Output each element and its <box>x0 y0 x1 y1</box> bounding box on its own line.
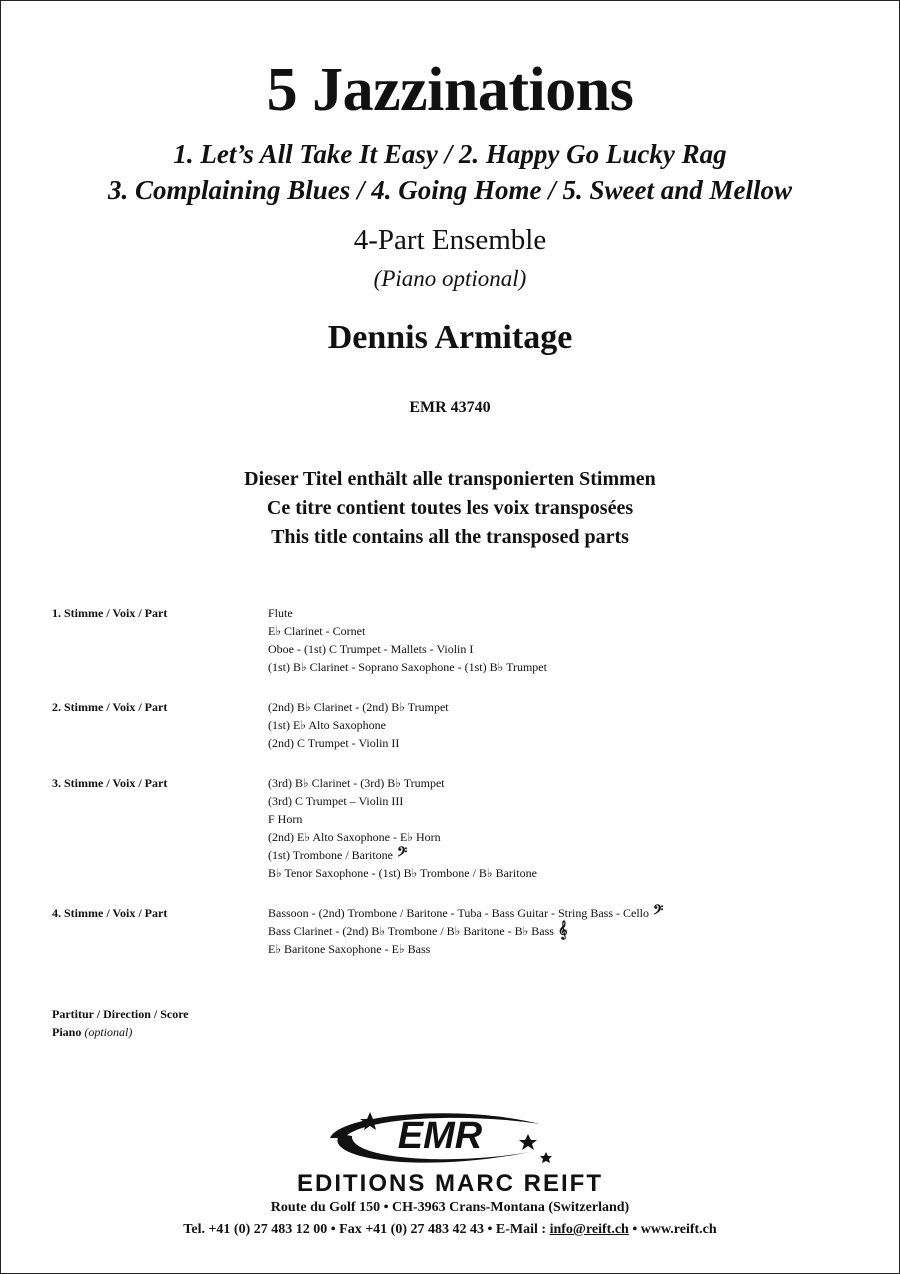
part-3-instrument: B♭ Tenor Saxophone - (1st) B♭ Trombone / B♭ Baritone <box>268 866 537 880</box>
part-3-instrument: F Horn <box>268 812 303 826</box>
composer-name: Dennis Armitage <box>327 319 573 356</box>
part-1-instrument: E♭ Clarinet - Cornet <box>268 624 366 638</box>
part-4-instrument: E♭ Baritone Saxophone - E♭ Bass <box>268 942 431 956</box>
instrument-name: (1st) Trombone / Baritone <box>268 848 393 862</box>
part-4-label: 4. Stimme / Voix / Part <box>52 906 168 920</box>
part-3-instrument: (3rd) C Trumpet – Violin III <box>268 794 404 808</box>
song-list-line-2: 3. Complaining Blues / 4. Going Home / 5. Sweet and Mellow <box>107 175 793 205</box>
piano-note: (Piano optional) <box>373 266 527 291</box>
transposition-note-de: Dieser Titel enthält alle transponierten Stimmen <box>244 468 656 490</box>
bass-clef-icon: 𝄢 <box>653 904 664 921</box>
bass-clef-icon: 𝄢 <box>397 846 408 863</box>
instrument-name: Bassoon - (2nd) Trombone / Baritone - Tuba - Bass Guitar - String Bass - Cello <box>268 906 649 920</box>
emr-logo <box>300 1104 560 1170</box>
part-2-instrument: (2nd) C Trumpet - Violin II <box>268 736 400 750</box>
score-label: Partitur / Direction / Score <box>52 1007 189 1021</box>
page-title: 5 Jazzinations <box>266 56 634 124</box>
song-list-line-1: 1. Let’s All Take It Easy / 2. Happy Go Lucky Rag <box>173 139 727 169</box>
treble-clef-icon: 𝄞 <box>557 922 568 939</box>
publisher-address: Route du Golf 150 • CH-3963 Crans-Montana (Switzerland) <box>270 1200 630 1215</box>
contact-phone-fax: Tel. +41 (0) 27 483 12 00 • Fax +41 (0) 27 483 42 43 • E-Mail : <box>183 1222 547 1237</box>
part-4-instrument-with-clef <box>268 904 663 922</box>
part-1-instrument: Oboe - (1st) C Trumpet - Mallets - Violin I <box>268 642 474 656</box>
part-4-instrument-with-clef <box>268 922 567 940</box>
publisher-contact <box>0 1221 900 1239</box>
part-1-label: 1. Stimme / Voix / Part <box>52 606 168 620</box>
catalog-number: EMR 43740 <box>409 399 491 416</box>
part-3-instrument: (2nd) E♭ Alto Saxophone - E♭ Horn <box>268 830 441 844</box>
part-2-label: 2. Stimme / Voix / Part <box>52 700 168 714</box>
transposition-note-fr: Ce titre contient toutes les voix transposées <box>266 497 634 519</box>
part-3-instrument-with-clef <box>268 846 407 864</box>
email-link[interactable]: info@reift.ch <box>549 1222 629 1237</box>
piano-label-text: Piano <box>52 1025 82 1039</box>
part-1-instrument: (1st) B♭ Clarinet - Soprano Saxophone - (1st) B♭ Trumpet <box>268 660 547 674</box>
part-3-label: 3. Stimme / Voix / Part <box>52 776 168 790</box>
part-3-instrument: (3rd) B♭ Clarinet - (3rd) B♭ Trumpet <box>268 776 445 790</box>
piano-optional: (optional) <box>84 1025 133 1039</box>
logo-text: EMR <box>397 1115 483 1157</box>
ensemble-type: 4-Part Ensemble <box>353 224 547 256</box>
part-2-instrument: (1st) E♭ Alto Saxophone <box>268 718 386 732</box>
publisher-name: EDITIONS MARC REIFT <box>297 1170 603 1197</box>
instrument-name: Bass Clarinet - (2nd) B♭ Trombone / B♭ Baritone - B♭ Bass <box>268 924 554 938</box>
transposition-note-en: This title contains all the transposed parts <box>271 526 629 548</box>
piano-label <box>52 1023 132 1041</box>
part-1-instrument: Flute <box>268 606 293 620</box>
part-2-instrument: (2nd) B♭ Clarinet - (2nd) B♭ Trumpet <box>268 700 449 714</box>
website-link[interactable]: • www.reift.ch <box>632 1222 717 1237</box>
